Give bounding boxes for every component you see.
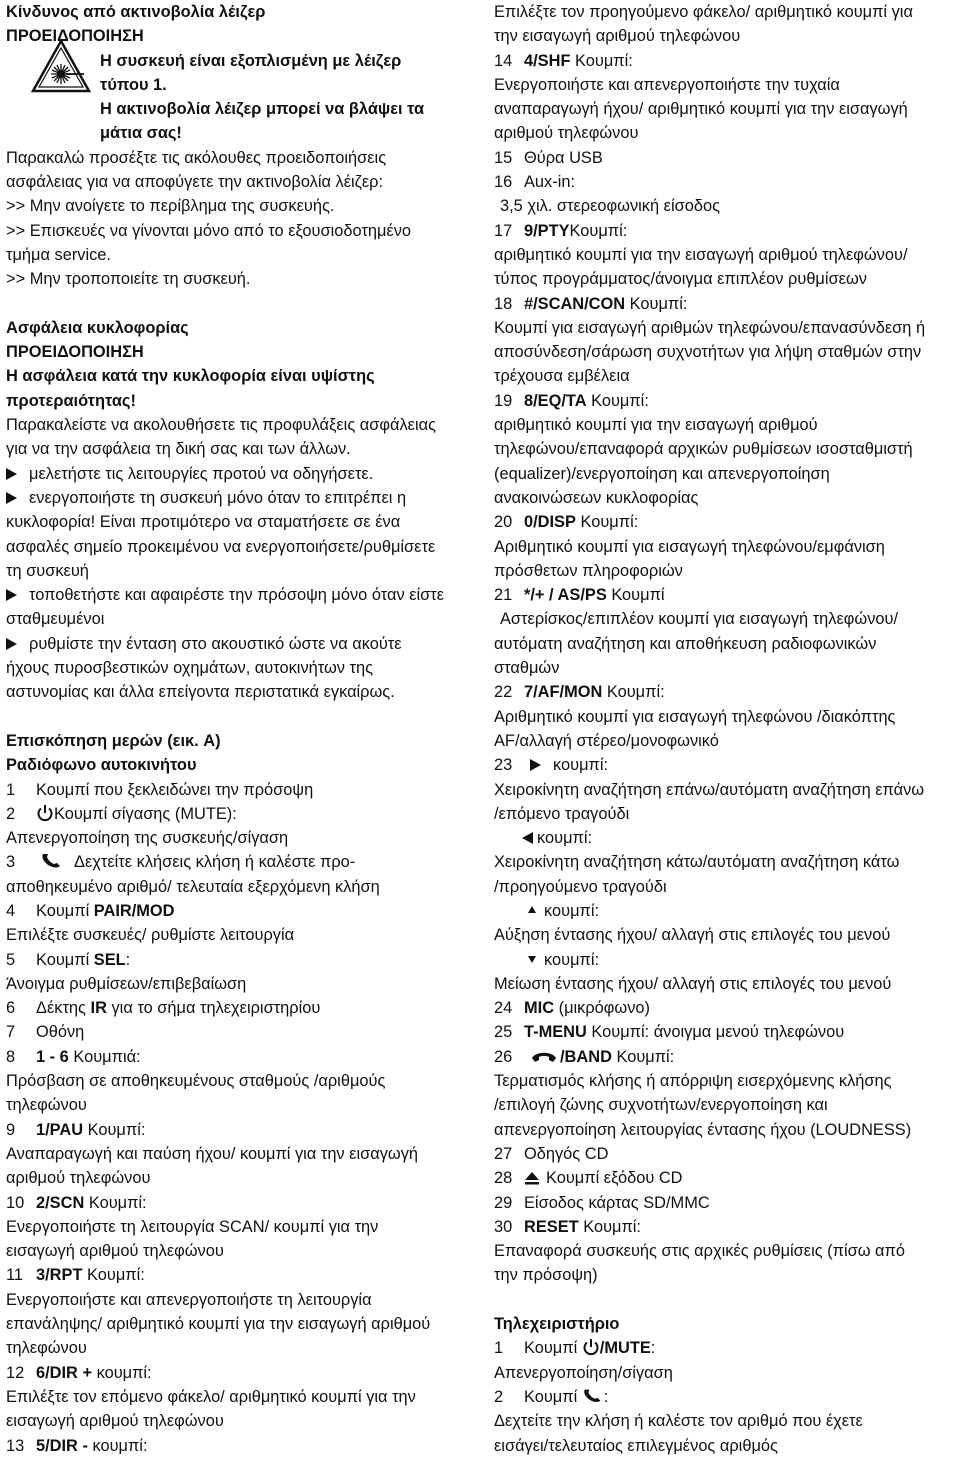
part-desc: αριθμού τηλεφώνου [494, 124, 639, 143]
laser-paragraph: >> Μην ανοίγετε το περίβλημα της συσκευής. [6, 197, 335, 216]
laser-paragraph: τμήμα service. [6, 245, 111, 264]
hang-up-icon [530, 1049, 558, 1065]
traffic-bullet-cont: ήχους πυροσβεστικών οχημάτων, αυτοκινήτων της [6, 659, 374, 678]
part-desc: Πρόσβαση σε αποθηκευμένους σταθμούς /αριθμούς [6, 1072, 386, 1091]
part-desc: την πρόσοψη) [494, 1266, 598, 1285]
laser-warning-text: τύπου 1. [100, 75, 167, 94]
part-desc: Αριθμητικό κουμπί για εισαγωγή τηλεφώνου /διακόπτης [494, 707, 896, 726]
remote-item: 2 Κουμπί : [494, 1387, 609, 1406]
part-desc: σταθμών [494, 659, 560, 678]
part-item: 28 Κουμπί εξόδου CD [494, 1169, 683, 1188]
part-item: 14 4/SHF Κουμπί: [494, 51, 633, 70]
remote-item: 1 Κουμπί /MUTE: [494, 1339, 656, 1358]
part-desc: Κουμπί για εισαγωγή αριθμών τηλεφώνου/επανασύνδεση ή [494, 318, 926, 337]
part-desc: Απενεργοποίηση της συσκευής/σίγαση [6, 829, 289, 848]
phone-call-icon [582, 1387, 604, 1405]
remote-title: Τηλεχειριστήριο [494, 1315, 620, 1334]
traffic-bullet-cont: τη συσκευή [6, 561, 89, 580]
part-desc: Άνοιγμα ρυθμίσεων/επιβεβαίωση [6, 974, 247, 993]
part-item: 16 Aux-in: [494, 173, 576, 192]
part-item: 9 1/PAU Κουμπί: [6, 1120, 146, 1139]
part-item: 29 Είσοδος κάρτας SD/MMC [494, 1193, 710, 1212]
part-item: κουμπί: [494, 899, 956, 923]
part-desc: Απενεργοποίηση/σίγαση [494, 1363, 673, 1382]
laser-paragraph: >> Επισκευές να γίνονται μόνο από το εξουσιοδοτημένο [6, 221, 412, 240]
part-desc: Επιλέξτε συσκευές/ ρυθμίστε λειτουργία [6, 926, 295, 945]
part-desc: αναπαραγωγή ήχου/ αριθμητικό κουμπί για την εισαγωγή [494, 100, 908, 119]
bullet-triangle-icon [6, 589, 17, 601]
part-item: 10 2/SCN Κουμπί: [6, 1193, 147, 1212]
part-item: κουμπί: [494, 826, 956, 850]
part-item: 8 1 - 6 Κουμπιά: [6, 1047, 141, 1066]
overview-title: Επισκόπηση μερών (εικ. A) [6, 731, 221, 750]
part-desc: /επιλογή ζώνης συχνοτήτων/ενεργοποίηση και [494, 1096, 828, 1115]
part-desc: Ενεργοποιήστε και απενεργοποιήστε την τυχαία [494, 75, 840, 94]
part-desc: Ενεργοποιήστε και απενεργοποιήστε τη λειτουργία [6, 1290, 372, 1309]
part-desc: τύπος προγράμματος/άνοιγμα επιπλέον ρυθμίσεων [494, 270, 867, 289]
part-desc: Ενεργοποιήστε τη λειτουργία SCAN/ κουμπί για την [6, 1217, 379, 1236]
part-desc: Επιλέξτε τον επόμενο φάκελο/ αριθμητικό κουμπί για την [6, 1387, 416, 1406]
laser-warning-text: Η συσκευή είναι εξοπλισμένη με λέιζερ [100, 51, 402, 70]
part-desc: /επόμενο τραγούδι [494, 804, 630, 823]
part-desc: εισαγωγή αριθμού τηλεφώνου [6, 1242, 224, 1261]
up-arrow-icon [528, 906, 536, 913]
bullet-triangle-icon [6, 468, 17, 480]
part-desc: Αστερίσκος/επιπλέον κουμπί για εισαγωγή τηλεφώνου/ [500, 610, 899, 629]
part-desc: αυτόματη αναζήτηση και αποθήκευση ραδιοφωνικών [494, 634, 877, 653]
part-item: 6 Δέκτης IR για το σήμα τηλεχειριστηρίου [6, 999, 321, 1018]
part-desc: εισάγει/τελευταίος επιλεγμένος αριθμός [494, 1436, 778, 1455]
part-item: 24 MIC (μικρόφωνο) [494, 999, 650, 1018]
traffic-paragraph: Παρακαλείστε να ακολουθήσετε τις προφυλάξεις ασφάλειας [6, 416, 436, 435]
part-item: 25 T-MENU Κουμπί: άνοιγμα μενού τηλεφώνου [494, 1023, 845, 1042]
part-item: 17 9/PTYΚουμπί: [494, 221, 628, 240]
part-item: 22 7/AF/MON Κουμπί: [494, 683, 665, 702]
part-desc: αριθμητικό κουμπί για την εισαγωγή αριθμού τηλεφώνου/ [494, 245, 908, 264]
bullet-triangle-icon [6, 492, 17, 504]
laser-paragraph: >> Μην τροποποιείτε τη συσκευή. [6, 270, 251, 289]
power-icon [36, 804, 54, 822]
part-item: 23 κουμπί: [494, 756, 609, 775]
part-desc: Αναπαραγωγή και παύση ήχου/ κουμπί για την εισαγωγή [6, 1144, 419, 1163]
part-desc: την εισαγωγή αριθμού τηλεφώνου [494, 27, 741, 46]
part-desc: Επιλέξτε τον προηγούμενο φάκελο/ αριθμητικό κουμπί για [494, 3, 913, 21]
part-item: κουμπί: [494, 948, 956, 972]
power-icon [582, 1338, 600, 1356]
part-desc: αποσύνδεση/σάρωση συχνοτήτων για λήψη σταθμών στην [494, 343, 922, 362]
phone-call-icon [40, 852, 64, 870]
laser-warning-text: μάτια σας! [100, 124, 182, 143]
part-desc: εισαγωγή αριθμού τηλεφώνου [6, 1412, 224, 1431]
part-desc: Επαναφορά συσκευής στις αρχικές ρυθμίσεις (πίσω από [494, 1242, 905, 1261]
part-desc: αριθμητικό κουμπί για την εισαγωγή αριθμού [494, 416, 818, 435]
laser-paragraph: ασφάλειας για να αποφύγετε την ακτινοβολία λέιζερ: [6, 173, 384, 192]
part-item: 4 Κουμπί PAIR/MOD [6, 901, 175, 920]
part-desc: Δεχτείτε την κλήση ή καλέστε τον αριθμό που έχετε [494, 1412, 863, 1431]
down-arrow-icon [528, 956, 536, 963]
part-desc: Μείωση έντασης ήχου/ αλλαγή στις επιλογές του μενού [494, 974, 892, 993]
traffic-bullet: μελετήστε τις λειτουργίες προτού να οδηγήσετε. [6, 462, 476, 486]
part-desc: /προηγούμενο τραγούδι [494, 877, 667, 896]
part-item: 27 Οδηγός CD [494, 1144, 609, 1163]
part-desc: τηλεφώνου [6, 1096, 87, 1115]
laser-section-title: Κίνδυνος από ακτινοβολία λέιζερ [6, 3, 266, 21]
part-item: 2 Κουμπί σίγασης (MUTE): [6, 804, 237, 823]
part-item: 7 Οθόνη [6, 1023, 85, 1042]
part-desc: Τερματισμός κλήσης ή απόρριψη εισερχόμενης κλήσης [494, 1072, 892, 1091]
traffic-bullet: τοποθετήστε και αφαιρέστε την πρόσοψη μόνο όταν είστε [6, 583, 476, 607]
part-item: 12 6/DIR + κουμπί: [6, 1363, 152, 1382]
radio-title: Ραδιόφωνο αυτοκινήτου [6, 756, 197, 775]
laser-warning-text: Η ακτινοβολία λέιζερ μπορεί να βλάψει τα [100, 100, 425, 119]
traffic-warning-text: προτεραιότητας! [6, 391, 136, 410]
eject-icon [524, 1170, 540, 1186]
right-column [494, 0, 956, 1458]
laser-warning-label: ΠΡΟΕΙΔΟΠΟΙΗΣΗ [6, 27, 144, 46]
part-item: 26 /BAND Κουμπί: [494, 1047, 675, 1066]
part-desc: πρόσθετων πληροφοριών [494, 561, 683, 580]
traffic-bullet-cont: αστυνομίας και άλλα επείγοντα περιστατικά εγκαίρως. [6, 683, 395, 702]
traffic-warning-text: Η ασφάλεια κατά την κυκλοφορία είναι υψίστης [6, 367, 375, 386]
bullet-triangle-icon [6, 638, 17, 650]
part-desc: επανάληψης/ αριθμητικό κουμπί για την εισαγωγή αριθμού [6, 1315, 431, 1334]
part-item: 30 RESET Κουμπί: [494, 1217, 641, 1236]
right-arrow-icon [530, 759, 541, 771]
part-item: 13 5/DIR - κουμπί: [6, 1436, 148, 1455]
part-desc: AF/αλλαγή στέρεο/μονοφωνικό [494, 731, 719, 750]
traffic-warning-label: ΠΡΟΕΙΔΟΠΟΙΗΣΗ [6, 343, 144, 362]
traffic-paragraph: για να την ασφάλεια τη δική σας και των άλλων. [6, 440, 351, 459]
traffic-bullet: ενεργοποιήστε τη συσκευή μόνο όταν το επιτρέπει η [6, 486, 476, 510]
part-item: 21 */+ / AS/PS Κουμπί [494, 586, 665, 605]
laser-paragraph: Παρακαλώ προσέξτε τις ακόλουθες προειδοποιήσεις [6, 148, 387, 167]
part-item: 5 Κουμπί SEL: [6, 950, 131, 969]
traffic-bullet: ρυθμίστε την ένταση στο ακουστικό ώστε να ακούτε [6, 632, 476, 656]
part-item: 20 0/DISP Κουμπί: [494, 513, 639, 532]
traffic-section-title: Ασφάλεια κυκλοφορίας [6, 318, 189, 337]
part-desc: Αριθμητικό κουμπί για εισαγωγή τηλεφώνου/εμφάνιση [494, 537, 885, 556]
part-item: 11 3/RPT Κουμπί: [6, 1266, 145, 1285]
part-item: 1 Κουμπί που ξεκλειδώνει την πρόσοψη [6, 780, 314, 799]
part-desc: Χειροκίνητη αναζήτηση κάτω/αυτόματη αναζήτηση κάτω [494, 853, 900, 872]
part-desc: τηλεφώνου/επαναφορά αρχικών ρυθμίσεων ισοσταθμιστή [494, 440, 913, 459]
part-desc: ανακοινώσεων κυκλοφορίας [494, 488, 699, 507]
part-desc: 3,5 χιλ. στερεοφωνική είσοδος [500, 197, 720, 216]
part-item: 3 Δεχτείτε κλήσεις κλήση ή καλέστε προ- [6, 853, 356, 872]
traffic-bullet-cont: κυκλοφορία! Είναι προτιμότερο να σταματήσετε σε ένα [6, 513, 401, 532]
part-desc: αριθμού τηλεφώνου [6, 1169, 151, 1188]
part-item: 18 #/SCAN/CON Κουμπί: [494, 294, 688, 313]
left-arrow-icon [522, 832, 533, 844]
part-desc: τηλεφώνου [6, 1339, 87, 1358]
part-desc: αποθηκευμένο αριθμό/ τελευταία εξερχόμενη κλήση [6, 877, 380, 896]
part-desc: απενεργοποίηση λειτουργίας έντασης ήχου (LOUDNESS) [494, 1120, 912, 1139]
traffic-bullet-cont: ασφαλές σημείο προκειμένου να ενεργοποιήσετε/ρυθμίσετε [6, 537, 436, 556]
part-desc: Χειροκίνητη αναζήτηση επάνω/αυτόματη αναζήτηση επάνω [494, 780, 925, 799]
left-column [6, 0, 476, 1458]
part-item: 19 8/EQ/TA Κουμπί: [494, 391, 649, 410]
part-item: 15 Θύρα USB [494, 148, 603, 167]
part-desc: Αύξηση έντασης ήχου/ αλλαγή στις επιλογές του μενού [494, 926, 891, 945]
traffic-bullet-cont: σταθμευμένοι [6, 610, 105, 629]
part-desc: (equalizer)/ενεργοποίηση και απενεργοποίηση [494, 464, 830, 483]
part-desc: τρέχουσα εμβέλεια [494, 367, 630, 386]
